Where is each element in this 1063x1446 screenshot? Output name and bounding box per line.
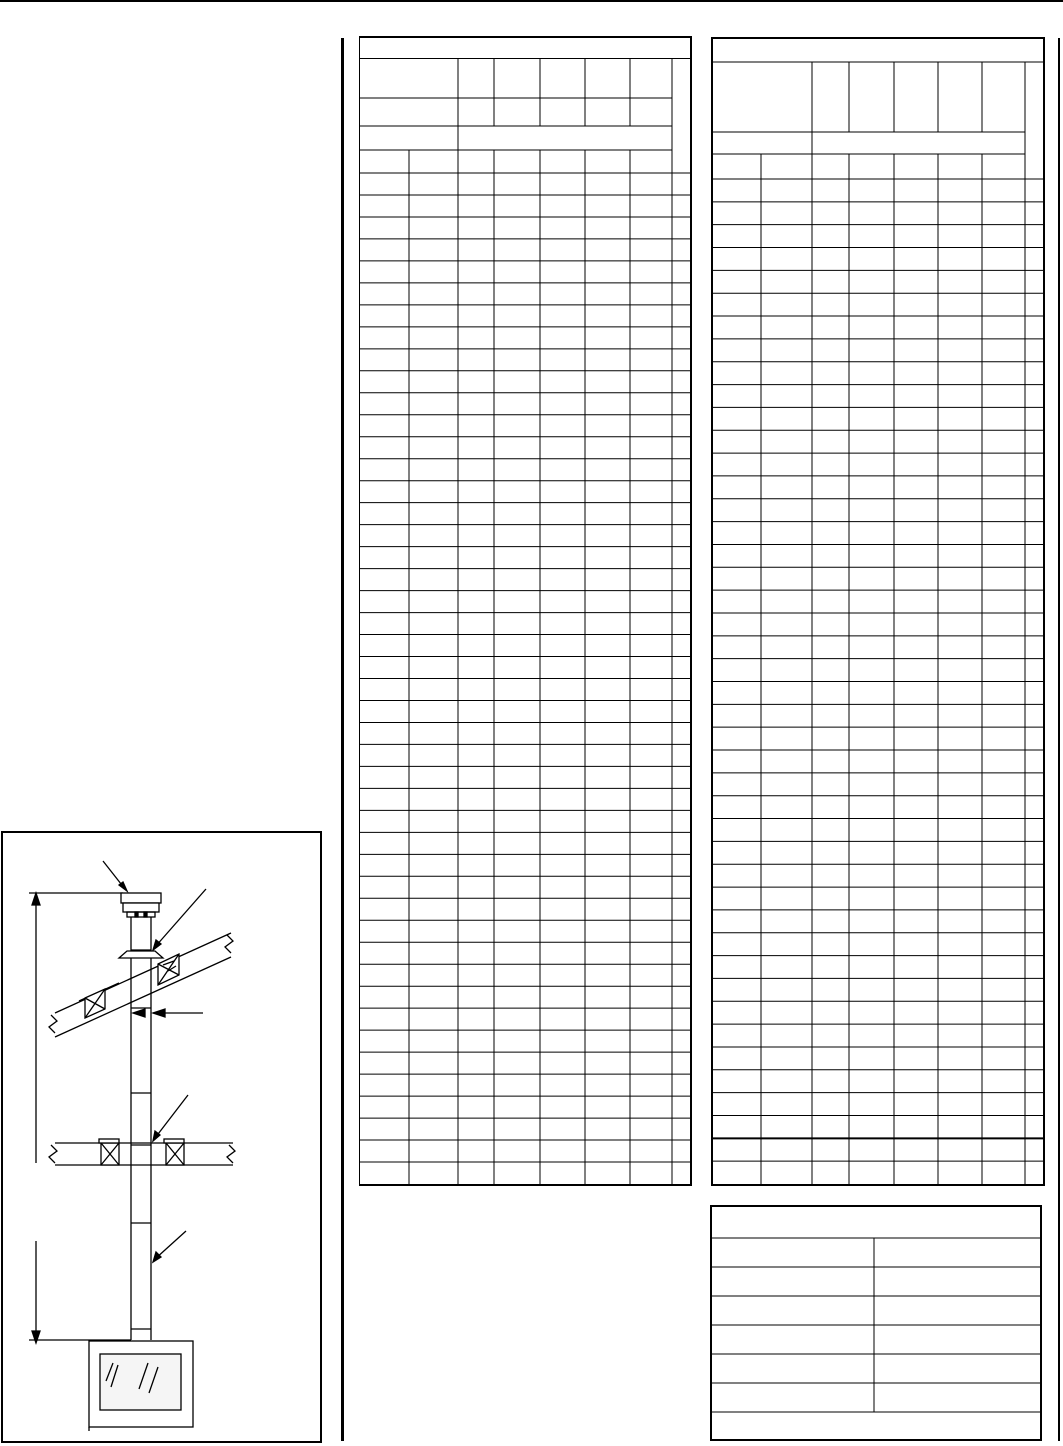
column-rule-left [341,38,344,1441]
table-right [711,37,1045,1186]
figure-box [1,831,322,1443]
table-left [359,36,692,1186]
column-rule-right [1058,38,1060,1441]
table-right-grid [711,37,1045,1186]
table-small [710,1205,1042,1441]
chimney-venting-diagram-icon [3,833,320,1441]
table-left-grid [359,36,692,1186]
table-small-grid [712,1207,1040,1439]
top-rule [0,0,1063,2]
